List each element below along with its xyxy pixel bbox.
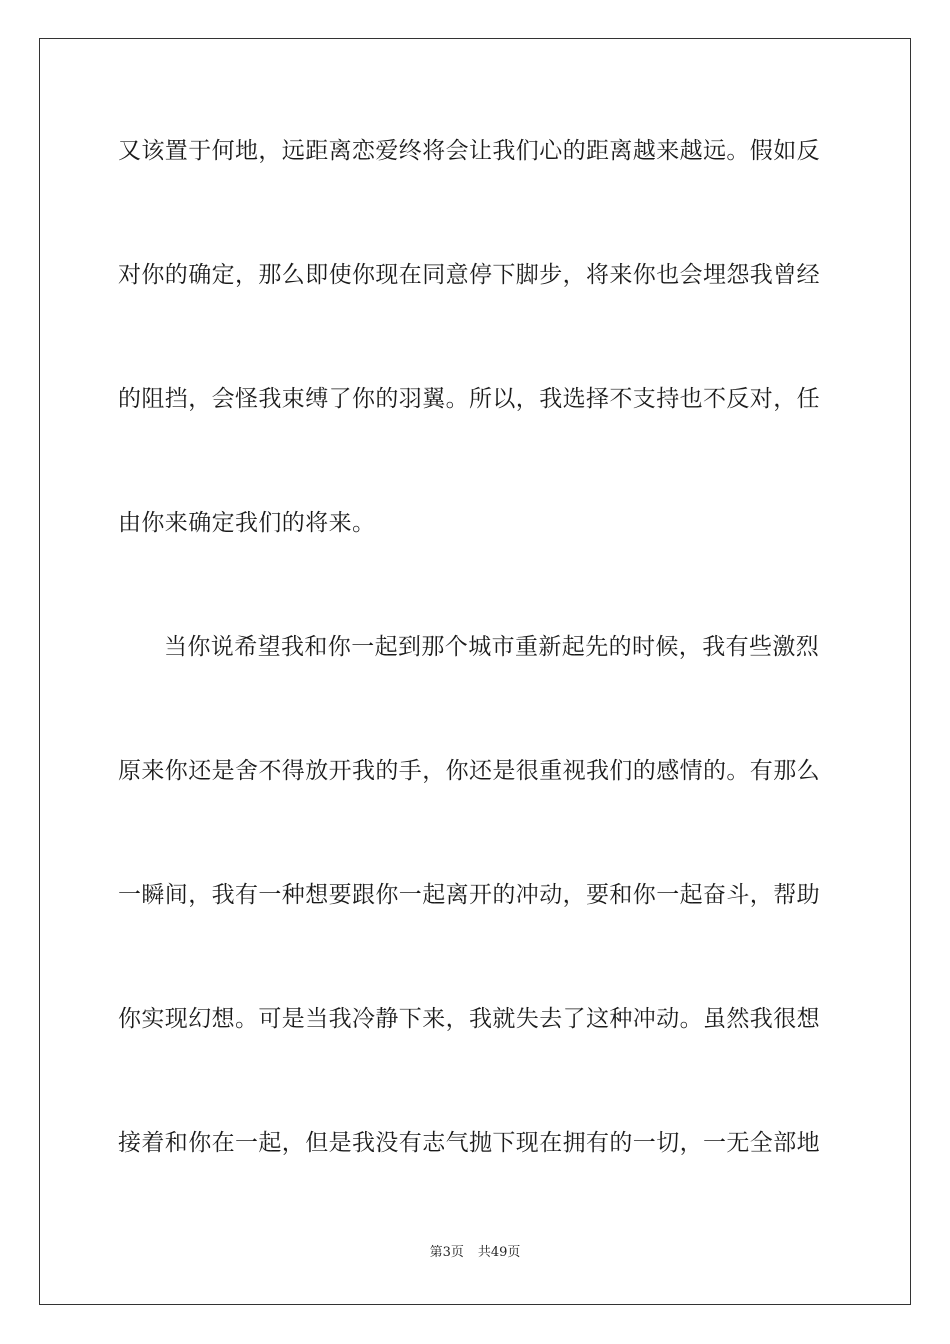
page-border (39, 38, 911, 1305)
text-line-5-paragraph-start: 当你说希望我和你一起到那个城市重新起先的时候，我有些激烈 (164, 634, 820, 660)
text-line-6: 原来你还是舍不得放开我的手，你还是很重视我们的感情的。有那么 (118, 758, 820, 784)
text-line-3: 的阻挡，会怪我束缚了你的羽翼。所以，我选择不支持也不反对，任 (118, 386, 820, 412)
text-line-2: 对你的确定，那么即使你现在同意停下脚步，将来你也会埋怨我曾经 (118, 262, 820, 288)
text-line-1: 又该置于何地，远距离恋爱终将会让我们心的距离越来越远。假如反 (118, 138, 820, 164)
text-line-8: 你实现幻想。可是当我冷静下来，我就失去了这种冲动。虽然我很想 (118, 1006, 820, 1032)
page-number: 第3页 (429, 1245, 464, 1260)
text-line-7: 一瞬间，我有一种想要跟你一起离开的冲动，要和你一起奋斗，帮助 (118, 882, 820, 908)
page-footer (0, 1245, 950, 1261)
page-total: 共49页 (477, 1245, 521, 1260)
text-line-4: 由你来确定我们的将来。 (118, 510, 376, 536)
text-line-9: 接着和你在一起，但是我没有志气抛下现在拥有的一切，一无全部地 (118, 1130, 820, 1156)
